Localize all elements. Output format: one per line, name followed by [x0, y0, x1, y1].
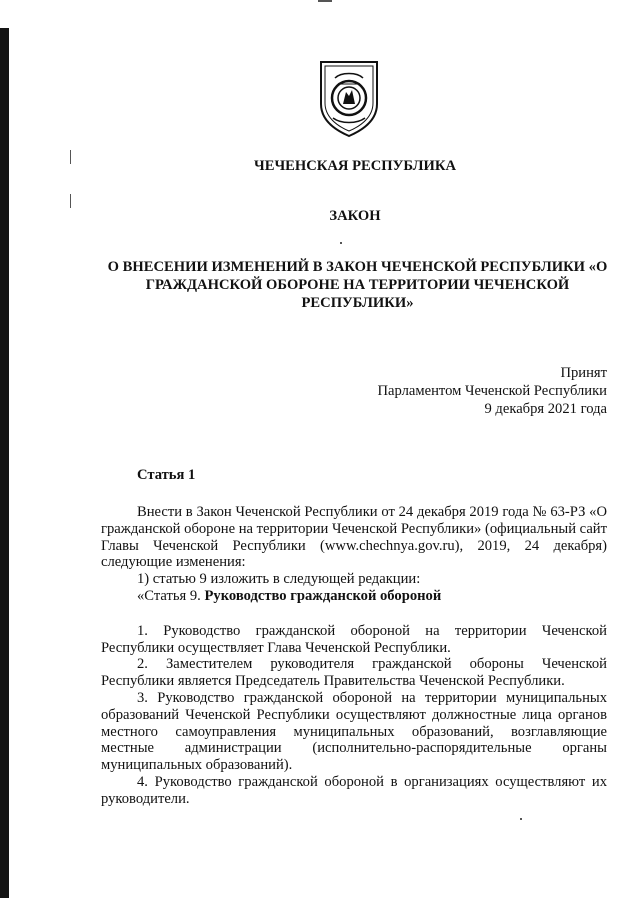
adoption-note-line: 9 декабря 2021 года: [484, 401, 607, 417]
scan-speck: [70, 150, 71, 164]
paragraph: 3. Руководство гражданской обороной на территории муниципальных образований Чеченской Республики осуществляют должностные лица органов местного самоуправления муниципальных образований, возглавляющие местные администрации (исполнительно-распорядительные органы муниципальных образований).: [101, 689, 607, 774]
law-heading: ЗАКОН: [329, 208, 381, 224]
scan-speck: [318, 0, 332, 2]
article-body: [101, 504, 607, 808]
republic-heading: ЧЕЧЕНСКАЯ РЕСПУБЛИКА: [254, 158, 456, 174]
adoption-note-line: Парламентом Чеченской Республики: [377, 383, 607, 399]
statya-prefix: «Статья 9.: [137, 587, 205, 604]
adoption-note-line: Принят: [560, 365, 607, 381]
statya-heading-line: [101, 588, 607, 605]
paragraph: 1. Руководство гражданской обороной на территории Чеченской Республики осуществляет Глава Чеченской Республики.: [101, 622, 607, 656]
law-title: О ВНЕСЕНИИ ИЗМЕНЕНИЙ В ЗАКОН ЧЕЧЕНСКОЙ РЕСПУБЛИКИ «О ГРАЖДАНСКОЙ ОБОРОНЕ НА ТЕРРИТОРИИ ЧЕЧЕНСКОЙ РЕСПУБЛИКИ»: [107, 259, 608, 311]
coat-of-arms-icon: [315, 58, 383, 138]
article-heading: Статья 1: [137, 467, 196, 483]
adoption-note: [377, 364, 607, 418]
scan-speck: [520, 818, 522, 820]
paragraph: 4. Руководство гражданской обороной в организациях осуществляют их руководители.: [101, 773, 607, 807]
scan-speck: [340, 242, 342, 244]
intro-paragraph: Внести в Закон Чеченской Республики от 24 декабря 2019 года № 63-РЗ «О гражданской обороне на территории Чеченской Республики» (официальный сайт Главы Чеченской Республики (www.chechnya.gov.ru), 2019, 24 декабря) следующие изменения:: [101, 504, 607, 571]
scan-edge-shadow: [0, 28, 9, 898]
scan-speck: [70, 194, 71, 208]
amendment-item: 1) статью 9 изложить в следующей редакции:: [137, 571, 421, 588]
statya-title: Руководство гражданской обороной: [204, 587, 442, 604]
paragraph: 2. Заместителем руководителя гражданской обороны Чеченской Республики является Председатель Правительства Чеченской Республики.: [101, 656, 607, 690]
